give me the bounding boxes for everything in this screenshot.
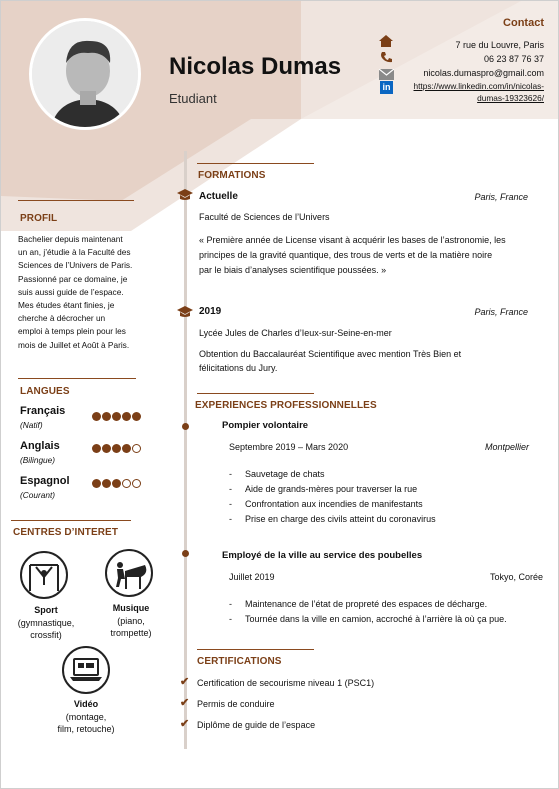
interest-item: Vidéo (montage, film, retouche) — [57, 699, 115, 734]
rating-dot-filled — [102, 412, 111, 421]
rating-dot-empty — [122, 479, 131, 488]
language-level-label: (Courant) — [20, 490, 56, 500]
rating-dot-empty — [132, 479, 141, 488]
rating-dot-filled — [92, 412, 101, 421]
language-item — [20, 475, 150, 501]
linkedin-line-1: https://www.linkedin.com/in/nicolas- — [413, 81, 544, 91]
formations-title: FORMATIONS — [198, 170, 266, 181]
rating-dot-filled — [122, 412, 131, 421]
language-rating — [92, 408, 142, 426]
interets-title: CENTRES D’INTERET — [13, 527, 119, 538]
rating-dot-filled — [92, 479, 101, 488]
linkedin-line-2: dumas-19323626/ — [477, 93, 544, 103]
check-icon: ✔ — [180, 676, 190, 688]
formation-description: Obtention du Baccalauréat Scientifique avec mention Très Bien et félicitations du Jury. — [199, 349, 462, 373]
linkedin-icon: in — [380, 81, 393, 94]
rating-dot-filled — [92, 444, 101, 453]
timeline-line — [184, 151, 187, 749]
contact-phone: 06 23 87 76 37 — [483, 54, 544, 64]
certification-item: Diplôme de guide de l’espace — [197, 720, 316, 730]
language-name: Espagnol — [20, 475, 70, 487]
language-item — [20, 405, 150, 431]
candidate-title: Etudiant — [169, 91, 217, 106]
language-item — [20, 440, 150, 466]
check-icon: ✔ — [180, 718, 190, 730]
formation-date: Actuelle — [199, 191, 238, 202]
laptop-video-icon — [62, 646, 110, 694]
formation-location: Paris, France — [474, 192, 528, 202]
language-level-label: (Natif) — [20, 420, 43, 430]
rating-dot-filled — [102, 479, 111, 488]
experience-period: Juillet 2019 — [229, 572, 275, 582]
avatar — [29, 18, 141, 130]
rating-dot-filled — [122, 444, 131, 453]
rating-dot-filled — [102, 444, 111, 453]
formation-location: Paris, France — [474, 307, 528, 317]
graduation-cap-icon — [177, 188, 193, 206]
interest-item: Musique (piano, trompette) — [110, 603, 152, 638]
timeline-dot — [182, 423, 189, 430]
experience-location: Tokyo, Corée — [489, 572, 543, 582]
home-icon — [379, 34, 393, 52]
experience-location: Montpellier — [484, 442, 529, 452]
contact-address: 7 rue du Louvre, Paris — [455, 40, 544, 50]
language-rating — [92, 475, 142, 493]
rating-dot-filled — [132, 412, 141, 421]
rating-dot-filled — [112, 479, 121, 488]
contact-linkedin-link[interactable] — [391, 80, 544, 104]
certification-item: Certification de secourisme niveau 1 (PSC1) — [197, 678, 375, 688]
formations-rule — [197, 163, 314, 164]
contact-email[interactable]: nicolas.dumaspro@gmail.com — [423, 68, 544, 78]
experiences-title: EXPERIENCES PROFESSIONNELLES — [195, 400, 377, 411]
profil-text: Bachelier depuis maintenant un an, j’étudie à la Faculté des Sciences de l’Univers de Paris. Passionné par ce domaine, je suis aussi guide de l’espace. Mes études étant finies, je cherche à décrocher un emploi à temps plein pour les mois de Juillet et Août à Paris. — [18, 234, 133, 350]
profil-rule — [18, 200, 134, 201]
experience-tasks: - Sauvetage de chats - Aide de grands-mères pour traverser la rue - Confrontation aux incendies de manifestants - Prise en charge des civils atteint du coronavirus — [229, 467, 549, 527]
certifications-rule — [197, 649, 314, 650]
formation-school: Lycée Jules de Charles d’Ieux-sur-Seine-en-mer — [199, 328, 392, 338]
experience-period: Septembre 2019 – Mars 2020 — [229, 442, 349, 452]
candidate-name: Nicolas Dumas — [169, 53, 342, 80]
interets-rule — [11, 520, 131, 521]
language-rating — [92, 440, 142, 458]
language-name: Français — [20, 405, 66, 417]
experience-role: Employé de la ville au service des poubelles — [222, 550, 423, 561]
formation-school: Faculté de Sciences de l’Univers — [199, 212, 330, 222]
interest-item: Sport (gymnastique, crossfit) — [17, 605, 75, 640]
experiences-rule — [197, 393, 314, 394]
langues-rule — [18, 378, 136, 379]
rating-dot-filled — [112, 444, 121, 453]
formation-description: « Première année de License visant à acquérir les bases de l’astronomie, les principes de la gravité quantique, des trous de verts et de la matière noire par le biais d’analyses scientifique poussées. » — [199, 235, 506, 275]
timeline-dot — [182, 550, 189, 557]
contact-title: Contact — [503, 17, 544, 29]
experience-tasks: - Maintenance de l’état de propreté des espaces de décharge. - Tournée dans la ville en camion, accroché à l’arrière là où ça pue. — [229, 597, 554, 627]
gymnastics-icon — [20, 551, 68, 599]
check-icon: ✔ — [180, 697, 190, 709]
experience-role: Pompier volontaire — [222, 420, 309, 431]
language-level-label: (Bilingue) — [20, 455, 56, 465]
certification-item: Permis de conduire — [197, 699, 275, 709]
langues-title: LANGUES — [20, 386, 70, 397]
graduation-cap-icon — [177, 305, 193, 323]
language-name: Anglais — [20, 440, 60, 452]
certifications-title: CERTIFICATIONS — [197, 656, 282, 667]
rating-dot-filled — [112, 412, 121, 421]
formation-date: 2019 — [199, 306, 222, 317]
rating-dot-empty — [132, 444, 141, 453]
profil-title: PROFIL — [20, 213, 58, 224]
piano-icon — [105, 549, 153, 597]
